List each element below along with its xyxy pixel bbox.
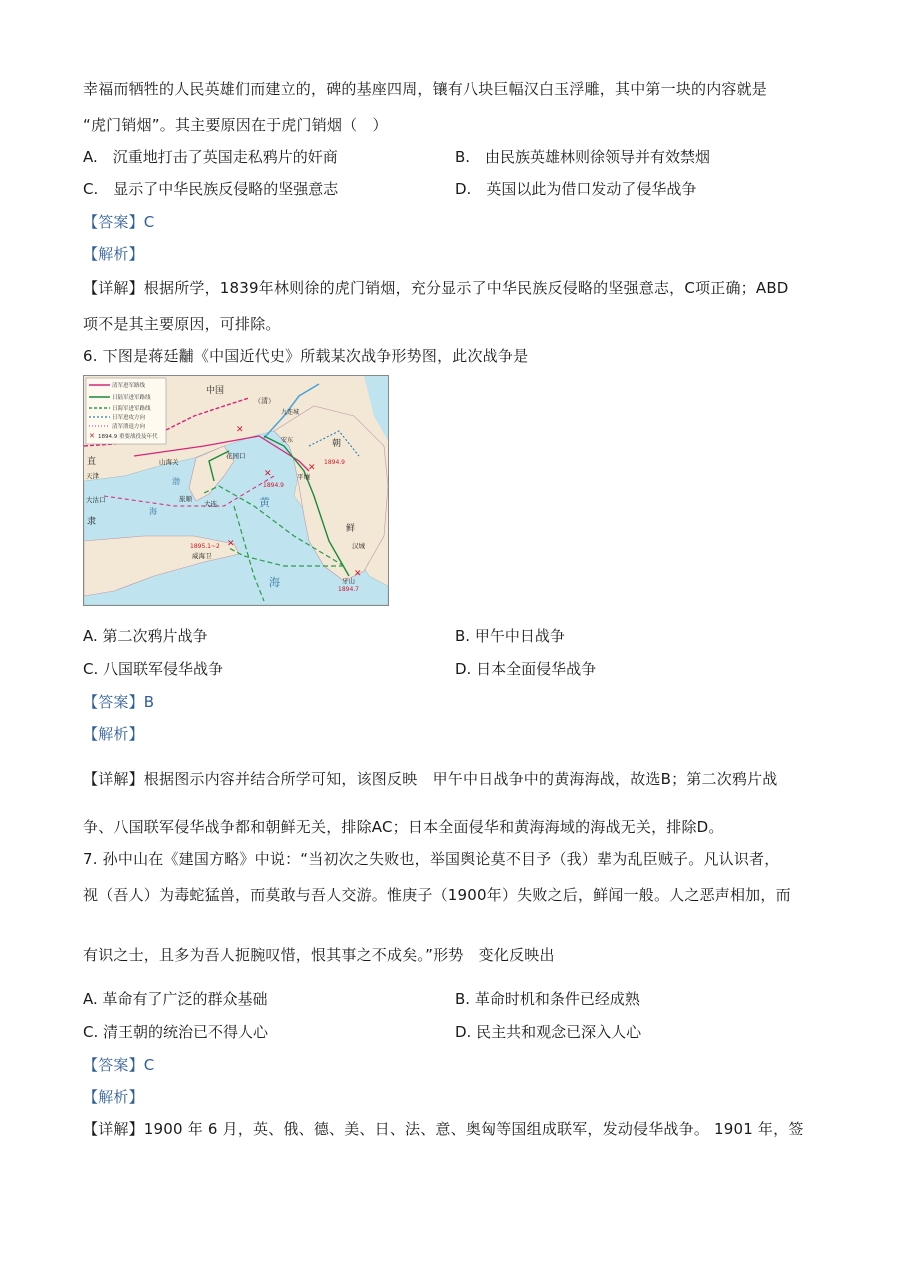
q5-option-d: D. 英国以此为借口发动了侵华战争 xyxy=(455,180,697,198)
q7-stem-line-2: 视（吾人）为毒蛇猛兽，而莫敢与吾人交游。惟庚子（1900年）失败之后，鲜闻一般。人之恶声相加，而 xyxy=(83,886,791,904)
q7-stem-line-1: 7. 孙中山在《建国方略》中说：“当初次之失败也，举国舆论莫不目予（我）辈为乱臣贼子。凡认识者， xyxy=(83,850,780,868)
label-china: 中国 xyxy=(206,386,225,396)
label-lushun: 旅顺 xyxy=(179,495,192,503)
label-qing: （清） xyxy=(254,397,275,405)
q5-stem-line-1: 幸福而牺牲的人民英雄们而建立的，碑的基座四周，镶有八块巨幅汉白玉浮雕，其中第一块的内容就是 xyxy=(83,80,768,98)
q6-option-a: A. 第二次鸦片战争 xyxy=(83,627,208,645)
label-hai: 海 xyxy=(269,576,280,589)
q5-analysis-label: 【解析】 xyxy=(83,245,144,263)
q5-option-c: C. 显示了中华民族反侵略的坚强意志 xyxy=(83,180,339,198)
q5-detail-line-2: 项不是其主要原因，可排除。 xyxy=(83,315,281,333)
battle-marker-yashan: ✕ xyxy=(354,569,362,579)
label-andong: 安东 xyxy=(281,437,294,444)
legend-label-3: 日海军进军路线 xyxy=(112,406,151,412)
label-huayuankou: 花园口 xyxy=(226,452,246,460)
map-svg xyxy=(84,376,388,605)
label-li: 隶 xyxy=(87,517,97,527)
q5-detail-line-1: 【详解】根据所学，1839年林则徐的虎门销烟，充分显示了中华民族反侵略的坚强意志，C项正确；ABD xyxy=(83,279,789,297)
legend-item-battle xyxy=(89,432,95,440)
legend-label-2: 日陆军进军路线 xyxy=(112,395,151,401)
q6-detail-line-2: 争、八国联军侵华战争都和朝鲜无关，排除AC；日本全面侵华和黄海海域的海战无关，排除D。 xyxy=(83,818,724,836)
q7-detail-line-1: 【详解】1900 年 6 月，英、俄、德、美、日、法、意、奥匈等国组成联军，发动侵华战争。 1901 年，签 xyxy=(83,1120,804,1138)
q7-option-a: A. 革命有了广泛的群众基础 xyxy=(83,990,268,1008)
q6-stem: 6. 下图是蒋廷黼《中国近代史》所载某次战争形势图，此次战争是 xyxy=(83,347,529,365)
q5-option-a: A. 沉重地打击了英国走私鸦片的奸商 xyxy=(83,148,338,166)
label-date-weihaiwei: 1895.1~2 xyxy=(190,543,220,550)
label-bohai-1: 渤 xyxy=(172,477,180,486)
label-shanhaiguan: 山海关 xyxy=(159,458,179,466)
q7-option-c: C. 清王朝的统治已不得人心 xyxy=(83,1023,269,1041)
battle-marker-jiuliancheng: ✕ xyxy=(236,425,244,435)
svg-text:✕: ✕ xyxy=(89,432,95,440)
q6-option-d: D. 日本全面侵华战争 xyxy=(455,660,597,678)
q5-stem-line-2: “虎门销烟”。其主要原因在于虎门销烟（ ） xyxy=(83,116,388,134)
label-jiuliancheng: 九连城 xyxy=(281,409,300,416)
q6-answer: 【答案】B xyxy=(83,693,155,711)
q7-option-d: D. 民主共和观念已深入人心 xyxy=(455,1023,642,1041)
label-date-yellowsea: 1894.9 xyxy=(263,482,284,489)
legend-label-5: 清军溃退方向 xyxy=(112,424,146,430)
label-yashan: 牙山 xyxy=(342,577,355,585)
battle-marker-yellowsea: ✕ xyxy=(264,469,272,479)
q6-detail-line-1: 【详解】根据图示内容并结合所学可知，该图反映 甲午中日战争中的黄海海战，故选B；第二次鸦片战 xyxy=(83,770,778,788)
label-zhi: 直 xyxy=(87,457,97,467)
q6-option-c: C. 八国联军侵华战争 xyxy=(83,660,224,678)
label-date-yashan: 1894.7 xyxy=(338,586,359,593)
legend-label-1: 清军进军路线 xyxy=(112,383,146,389)
legend-label-6: 1894.9 重要战役及年代 xyxy=(98,434,158,440)
q7-option-b: B. 革命时机和条件已经成熟 xyxy=(455,990,640,1008)
label-chao: 朝 xyxy=(332,439,342,449)
label-dagukou: 大沽口 xyxy=(86,496,106,504)
label-bohai-2: 海 xyxy=(149,507,157,516)
q5-answer: 【答案】C xyxy=(83,213,155,231)
label-hancheng: 汉城 xyxy=(352,542,365,550)
label-huang: 黄 xyxy=(259,496,270,509)
q6-option-b: B. 甲午中日战争 xyxy=(455,627,565,645)
battle-marker-pyongyang: ✕ xyxy=(308,463,316,473)
q5-option-b: B. 由民族英雄林则徐领导并有效禁烟 xyxy=(455,148,711,166)
battle-marker-weihaiwei: ✕ xyxy=(227,539,235,549)
q7-answer: 【答案】C xyxy=(83,1056,155,1074)
label-date-pyongyang: 1894.9 xyxy=(324,459,345,466)
war-situation-map xyxy=(83,375,389,606)
q7-analysis-label: 【解析】 xyxy=(83,1088,144,1106)
label-dalian: 大连 xyxy=(204,500,217,508)
label-xian: 鲜 xyxy=(346,524,356,534)
q6-analysis-label: 【解析】 xyxy=(83,725,144,743)
label-tianjin: 天津 xyxy=(86,472,99,480)
label-weihaiwei: 威海卫 xyxy=(192,552,212,560)
label-pingrang: 平壤 xyxy=(297,473,310,481)
legend-label-4: 日军进攻方向 xyxy=(112,415,146,421)
q7-stem-line-3: 有识之士，且多为吾人扼腕叹惜，恨其事之不成矣。”形势 变化反映出 xyxy=(83,946,555,964)
